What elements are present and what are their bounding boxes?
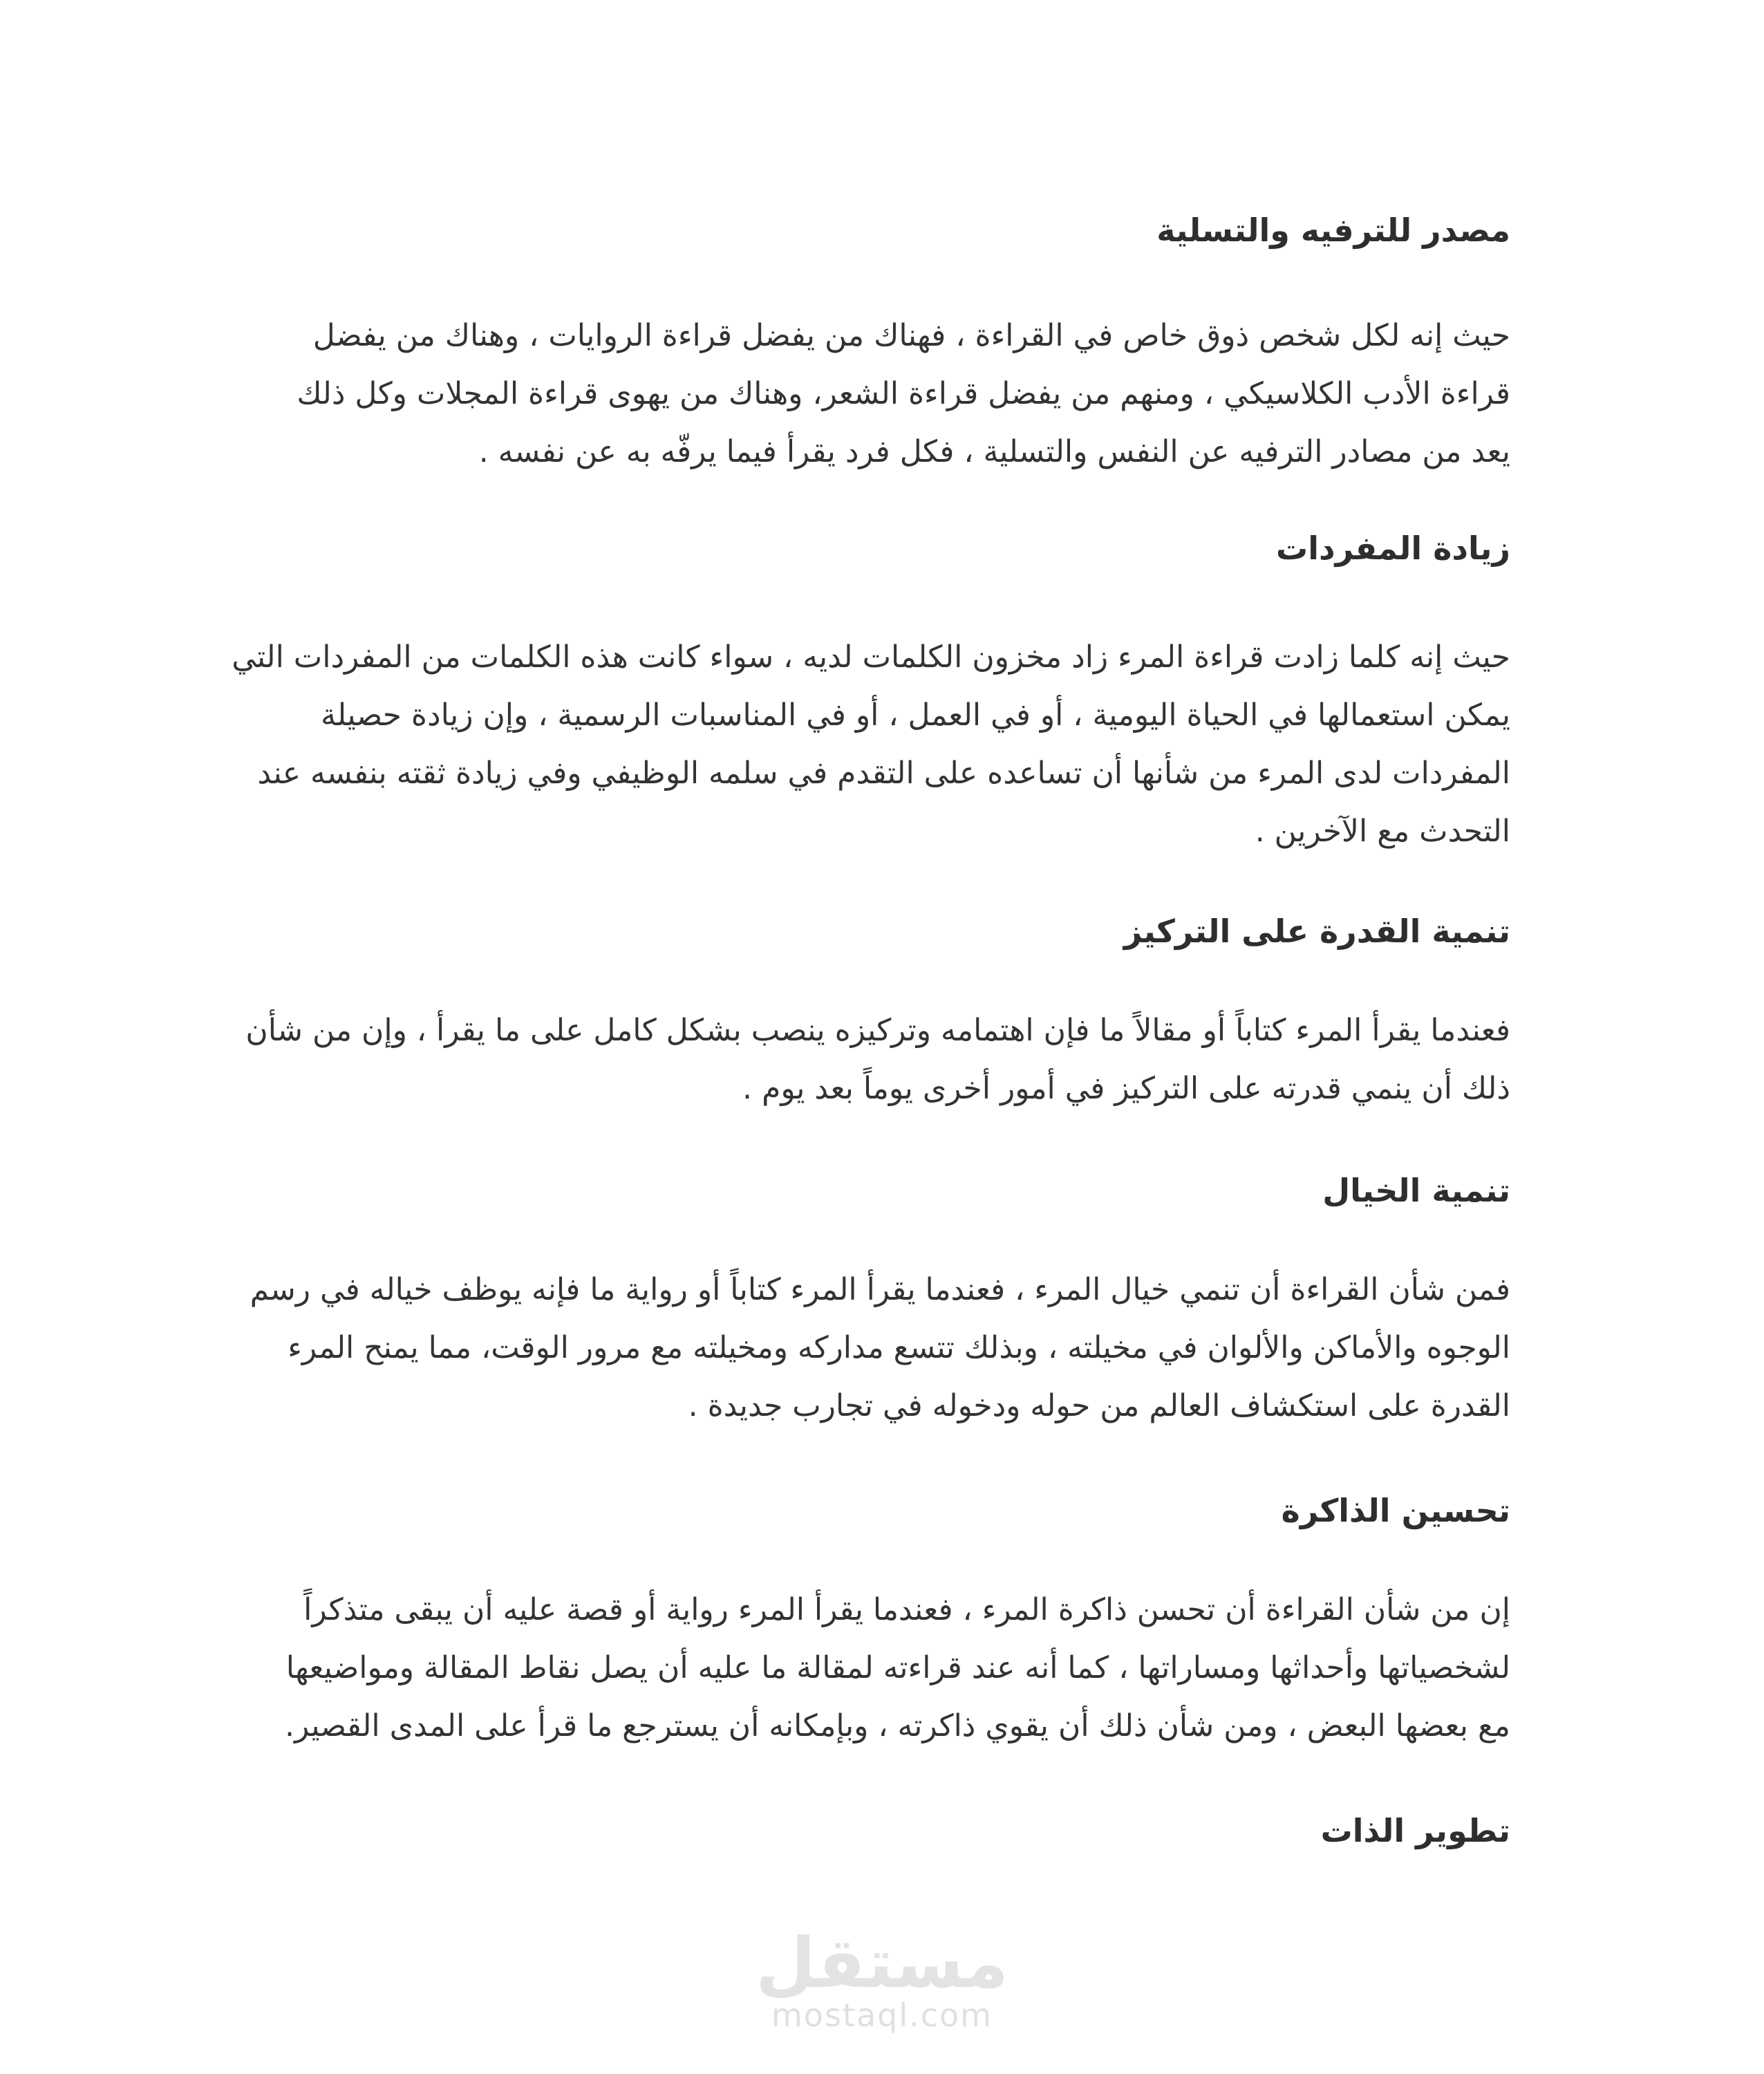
text-line: حيث إنه لكل شخص ذوق خاص في القراءة ، فهناك من يفضل قراءة الروايات ، وهناك من يفضل bbox=[312, 318, 1510, 353]
text-line: حيث إنه كلما زادت قراءة المرء زاد مخزون الكلمات لديه ، سواء كانت هذه الكلمات من المفردات التي bbox=[232, 639, 1510, 675]
text-line: ذلك أن ينمي قدرته على التركيز في أمور أخرى يوماً بعد يوم . bbox=[742, 1071, 1510, 1106]
paragraph-focus-ability bbox=[124, 1002, 1510, 1118]
text-line: المفردات لدى المرء من شأنها أن تساعده على التقدم في سلمه الوظيفي وفي زيادة ثقته بنفسه عند bbox=[257, 756, 1510, 791]
text-line: الوجوه والأماكن والألوان في مخيلته ، وبذلك تتسع مداركه ومخيلته مع مرور الوقت، مما يمنح المرء bbox=[288, 1330, 1510, 1365]
text-line: القدرة على استكشاف العالم من حوله ودخوله في تجارب جديدة . bbox=[688, 1388, 1510, 1423]
mostaql-site-url: mostaql.com bbox=[771, 1997, 993, 2034]
heading-vocabulary-increase: زيادة المفردات bbox=[1275, 530, 1510, 567]
text-line: إن من شأن القراءة أن تحسن ذاكرة المرء ، فعندما يقرأ المرء رواية أو قصة عليه أن يبقى متذكراً bbox=[303, 1592, 1510, 1627]
paragraph-entertainment-source bbox=[124, 307, 1510, 481]
heading-imagination-development: تنمية الخيال bbox=[1322, 1172, 1510, 1209]
text-line: مع بعضها البعض ، ومن شأن ذلك أن يقوي ذاكرته ، وبإمكانه أن يسترجع ما قرأ على المدى القصير. bbox=[285, 1708, 1510, 1744]
text-line: قراءة الأدب الكلاسيكي ، ومنهم من يفضل قراءة الشعر، وهناك من يهوى قراءة المجلات وكل ذلك bbox=[297, 376, 1510, 411]
text-line: فعندما يقرأ المرء كتاباً أو مقالاً ما فإن اهتمامه وتركيزه ينصب بشكل كامل على ما يقرأ ، وإن من شأن bbox=[245, 1013, 1510, 1048]
heading-focus-ability: تنمية القدرة على التركيز bbox=[1123, 913, 1510, 950]
text-line: فمن شأن القراءة أن تنمي خيال المرء ، فعندما يقرأ المرء كتاباً أو رواية ما فإنه يوظف خياله في رسم bbox=[250, 1272, 1510, 1307]
text-line: يمكن استعمالها في الحياة اليومية ، أو في العمل ، أو في المناسبات الرسمية ، وإن زيادة حصيلة bbox=[321, 698, 1510, 733]
heading-entertainment-source: مصدر للترفيه والتسلية bbox=[1156, 212, 1510, 249]
text-line: لشخصياتها وأحداثها ومساراتها ، كما أنه عند قراءته لمقالة ما عليه أن يصل نقاط المقالة ومواضيعها bbox=[285, 1650, 1510, 1685]
paragraph-imagination-development bbox=[124, 1261, 1510, 1435]
paragraph-memory-improvement bbox=[124, 1581, 1510, 1755]
heading-memory-improvement: تحسين الذاكرة bbox=[1281, 1492, 1510, 1529]
mostaql-logo: مستقل bbox=[756, 1923, 1008, 2003]
text-line: يعد من مصادر الترفيه عن النفس والتسلية ، فكل فرد يقرأ فيما يرفّه به عن نفسه . bbox=[478, 434, 1510, 469]
watermark bbox=[0, 1923, 1764, 2034]
paragraph-vocabulary-increase bbox=[124, 628, 1510, 861]
heading-self-development: تطوير الذات bbox=[1320, 1812, 1510, 1849]
text-line: التحدث مع الآخرين . bbox=[1255, 814, 1510, 849]
